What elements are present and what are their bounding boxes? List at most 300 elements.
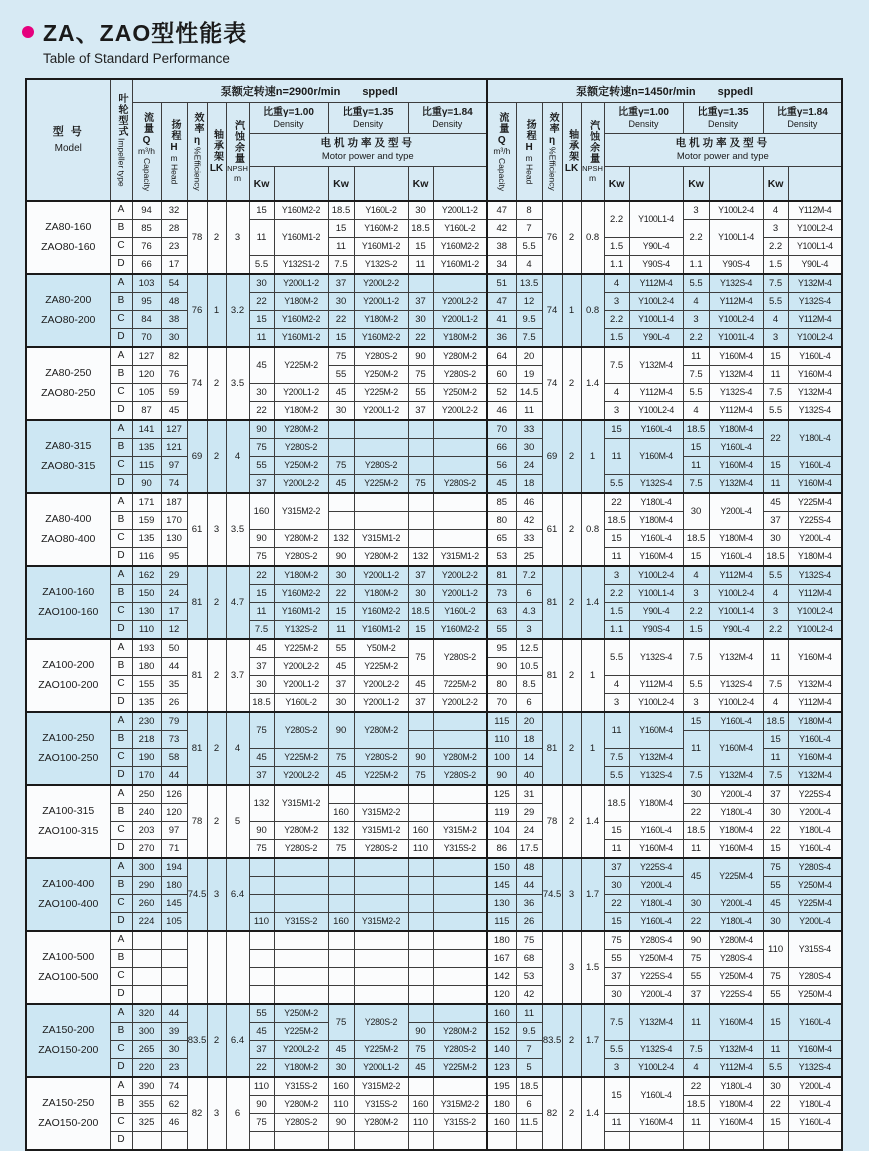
motor-type-cell: Y132S-4: [788, 402, 842, 421]
kw-cell: 5.5: [763, 1059, 788, 1078]
capacity-cell: 38: [487, 238, 516, 256]
kw-cell: 18.5: [604, 512, 629, 530]
table-row: [26, 1096, 842, 1114]
kw-cell: 22: [249, 1059, 274, 1078]
capacity-cell: [132, 931, 161, 950]
kw-cell: 110: [249, 913, 274, 932]
impeller-cell: A: [110, 712, 132, 731]
kw-cell: 90: [328, 712, 354, 749]
npsh-cell: 6.4: [226, 858, 249, 931]
motor-type-cell: Y200L2-2: [354, 676, 408, 694]
motor-type-cell: Y132M-4: [629, 749, 683, 767]
capacity-cell: 145: [487, 877, 516, 895]
motor-type-cell: Y200L1-2: [354, 293, 408, 311]
capacity-cell: 224: [132, 913, 161, 932]
impeller-cell: D: [110, 1132, 132, 1151]
head-cell: [161, 950, 187, 968]
kw-cell: 2.2: [604, 311, 629, 329]
motor-type-cell: Y112M-4: [709, 1059, 763, 1078]
motor-type-cell: Y225M-4: [709, 858, 763, 895]
capacity-cell: 171: [132, 493, 161, 512]
head-cell: 11: [516, 402, 542, 421]
kw-cell: 37: [408, 694, 433, 713]
kw-cell: 37: [604, 968, 629, 986]
kw-cell: 22: [683, 804, 709, 822]
motor-type-cell: Y200L1-2: [354, 566, 408, 585]
kw-cell: 11: [408, 256, 433, 275]
head-cell: 95: [161, 548, 187, 567]
motor-type-cell: [433, 420, 487, 439]
model-name: ZA150-250: [42, 1096, 95, 1109]
kw-cell: 15: [763, 347, 788, 366]
kw-cell: 45: [328, 384, 354, 402]
table-row: [26, 785, 842, 804]
kw-cell: [408, 950, 433, 968]
model-name: ZA100-160: [42, 585, 95, 598]
table-row: [26, 712, 842, 731]
model-cell: [26, 566, 110, 639]
model-cell: [26, 931, 110, 1004]
head-cell: 28: [161, 220, 187, 238]
efficiency-cell: 81: [542, 566, 562, 639]
kw-cell: 75: [249, 840, 274, 859]
motor-type-cell: Y112M-4: [788, 201, 842, 220]
motor-type-cell: Y180M-4: [788, 548, 842, 567]
motor-type-cell: [433, 950, 487, 968]
kw-cell: 15: [683, 439, 709, 457]
kw-cell: 132: [328, 822, 354, 840]
kw-cell: 90: [408, 347, 433, 366]
kw-cell: 3: [604, 694, 629, 713]
performance-table-body: [26, 201, 842, 1150]
kw-cell: 22: [683, 913, 709, 932]
kw-cell: 2.2: [683, 329, 709, 348]
motor-type-cell: [433, 530, 487, 548]
motor-type-cell: Y90S-4: [709, 256, 763, 275]
model-cell: [26, 493, 110, 566]
kw-cell: [328, 512, 354, 530]
motor-type-cell: [354, 986, 408, 1005]
efficiency-cell: 81: [187, 566, 207, 639]
impeller-cell: D: [110, 621, 132, 640]
motor-type-cell: Y160M1-2: [274, 329, 328, 348]
motor-type-cell: Y132M-4: [788, 767, 842, 786]
kw-cell: 75: [763, 968, 788, 986]
kw-cell: [408, 858, 433, 877]
motor-type-cell: Y100L2-4: [788, 220, 842, 238]
table-row: [26, 439, 842, 457]
kw-cell: 37: [763, 785, 788, 804]
impeller-cell: A: [110, 1004, 132, 1023]
motor-type-cell: Y200L2-2: [433, 293, 487, 311]
head-cell: 53: [516, 968, 542, 986]
kw-cell: 37: [249, 658, 274, 676]
motor-type-cell: Y132S-4: [629, 475, 683, 494]
motor-type-cell: Y200L-4: [788, 530, 842, 548]
capacity-cell: 66: [487, 439, 516, 457]
motor-type-cell: 7225M-2: [433, 676, 487, 694]
motor-type-cell: Y90L-4: [629, 329, 683, 348]
npsh-cell: 1.4: [581, 1077, 604, 1150]
motor-type-cell: Y160L-4: [709, 548, 763, 567]
kw-cell: 75: [408, 366, 433, 384]
head-cell: 68: [516, 950, 542, 968]
capacity-cell: 150: [487, 858, 516, 877]
head-cell: 38: [161, 311, 187, 329]
motor-type-cell: Y160M-4: [788, 749, 842, 767]
capacity-cell: 34: [487, 256, 516, 275]
kw-cell: 37: [249, 1041, 274, 1059]
motor-type-cell: Y160L-4: [629, 530, 683, 548]
model-name: ZAO100-250: [38, 752, 99, 764]
motor-type-cell: Y280M-2: [274, 530, 328, 548]
kw-cell: 7.5: [328, 256, 354, 275]
motor-type-cell: Y132M-4: [709, 366, 763, 384]
head-cell: 20: [516, 712, 542, 731]
head-cell: 126: [161, 785, 187, 804]
kw-cell: 37: [328, 274, 354, 293]
impeller-cell: B: [110, 658, 132, 676]
table-row: [26, 457, 842, 475]
motor-type-cell: Y100L2-4: [788, 329, 842, 348]
motor-type-cell: Y180L-4: [709, 913, 763, 932]
kw-cell: [328, 785, 354, 804]
kw-cell: 132: [249, 785, 274, 822]
bearing-header: 轴承架 LK: [207, 103, 226, 202]
model-name: ZA100-500: [42, 950, 95, 963]
table-row: [26, 530, 842, 548]
kw-cell: [249, 877, 274, 895]
motor-type-header: [788, 167, 842, 202]
motor-type-cell: [274, 1132, 328, 1151]
motor-type-cell: Y280S-2: [433, 767, 487, 786]
motor-type-cell: Y225S-4: [629, 968, 683, 986]
kw-cell: [408, 439, 433, 457]
kw-cell: 75: [328, 457, 354, 475]
head-cell: 40: [516, 767, 542, 786]
motor-type-cell: Y200L1-2: [274, 676, 328, 694]
efficiency-cell: [542, 931, 562, 1004]
motor-type-cell: Y160L-4: [629, 1077, 683, 1114]
table-row: [26, 1077, 842, 1096]
kw-header: Kw: [328, 167, 354, 202]
kw-cell: 132: [328, 530, 354, 548]
head-cell: 24: [516, 457, 542, 475]
kw-cell: 5.5: [604, 475, 629, 494]
motor-type-cell: Y160M-4: [629, 712, 683, 749]
kw-cell: 160: [249, 493, 274, 530]
head-cell: 5: [516, 1059, 542, 1078]
capacity-cell: 60: [487, 366, 516, 384]
speed-header-1450: 泵额定转速n=1450r/min sppedl: [487, 79, 842, 103]
kw-cell: 15: [604, 420, 629, 439]
motor-type-cell: Y280M-2: [274, 420, 328, 439]
capacity-cell: 193: [132, 639, 161, 658]
head-cell: 6: [516, 1096, 542, 1114]
kw-cell: 15: [763, 840, 788, 859]
npsh-cell: 1.4: [581, 566, 604, 639]
kw-cell: 22: [249, 293, 274, 311]
table-row: [26, 1004, 842, 1023]
head-cell: 44: [161, 658, 187, 676]
kw-cell: [408, 804, 433, 822]
motor-type-cell: Y250M-2: [274, 1004, 328, 1023]
motor-type-cell: Y160L-4: [629, 913, 683, 932]
head-cell: 19: [516, 366, 542, 384]
capacity-cell: 46: [487, 402, 516, 421]
kw-cell: 4: [683, 402, 709, 421]
kw-cell: 11: [763, 475, 788, 494]
motor-type-header: [433, 167, 487, 202]
motor-type-cell: Y160M-4: [788, 639, 842, 676]
density-header: 比重γ=1.84 Density: [763, 103, 842, 134]
kw-cell: [408, 931, 433, 950]
motor-type-cell: Y132S-4: [709, 384, 763, 402]
kw-cell: 55: [408, 384, 433, 402]
table-row: [26, 822, 842, 840]
kw-cell: [683, 1132, 709, 1151]
kw-cell: 90: [328, 1114, 354, 1132]
motor-type-cell: Y160M1-2: [274, 220, 328, 256]
kw-cell: 7.5: [763, 274, 788, 293]
motor-type-cell: Y200L-4: [709, 785, 763, 804]
kw-cell: [249, 858, 274, 877]
motor-type-cell: [354, 895, 408, 913]
motor-type-cell: Y280S-2: [274, 840, 328, 859]
head-cell: 7: [516, 1041, 542, 1059]
head-cell: 127: [161, 420, 187, 439]
kw-cell: 45: [408, 676, 433, 694]
efficiency-cell: 74: [542, 274, 562, 347]
kw-cell: 11: [328, 621, 354, 640]
model-name: ZA100-315: [42, 804, 95, 817]
motor-type-cell: Y225M-2: [354, 1041, 408, 1059]
impeller-cell: A: [110, 420, 132, 439]
motor-type-cell: Y160L-2: [433, 220, 487, 238]
kw-cell: 30: [328, 1059, 354, 1078]
kw-cell: 7.5: [683, 366, 709, 384]
motor-type-cell: Y112M-4: [788, 585, 842, 603]
motor-type-cell: Y132M-4: [629, 1004, 683, 1041]
kw-cell: 7.5: [604, 1004, 629, 1041]
model-name: ZA100-200: [42, 658, 95, 671]
model-cell: [26, 1004, 110, 1077]
motor-type-cell: Y225M-2: [354, 658, 408, 676]
npsh-cell: 0.8: [581, 274, 604, 347]
motor-type-cell: [354, 931, 408, 950]
kw-cell: 22: [763, 822, 788, 840]
motor-type-cell: Y132S-4: [629, 767, 683, 786]
capacity-cell: [132, 1132, 161, 1151]
npsh-cell: 3: [226, 201, 249, 274]
motor-type-cell: Y100L2-4: [709, 694, 763, 713]
kw-cell: 4: [763, 201, 788, 220]
head-cell: 29: [161, 566, 187, 585]
capacity-cell: 290: [132, 877, 161, 895]
kw-cell: 1.5: [604, 238, 629, 256]
capacity-cell: 155: [132, 676, 161, 694]
efficiency-cell: 61: [187, 493, 207, 566]
efficiency-cell: 69: [542, 420, 562, 493]
kw-header: Kw: [249, 167, 274, 202]
table-row: [26, 1132, 842, 1151]
kw-cell: 5.5: [763, 566, 788, 585]
kw-cell: 5.5: [683, 676, 709, 694]
motor-type-cell: Y112M-4: [709, 566, 763, 585]
kw-cell: 11: [604, 439, 629, 475]
table-row: [26, 731, 842, 749]
motor-type-cell: Y200L1-2: [354, 1059, 408, 1078]
capacity-cell: 160: [487, 1004, 516, 1023]
motor-type-cell: Y90L-4: [788, 256, 842, 275]
kw-cell: 55: [604, 950, 629, 968]
kw-cell: 5.5: [604, 767, 629, 786]
capacity-cell: 84: [132, 311, 161, 329]
head-cell: 46: [161, 1114, 187, 1132]
impeller-cell: D: [110, 986, 132, 1005]
kw-cell: 2.2: [604, 201, 629, 238]
motor-type-cell: [433, 712, 487, 731]
kw-cell: 15: [604, 913, 629, 932]
capacity-cell: 115: [487, 913, 516, 932]
kw-cell: 18.5: [683, 822, 709, 840]
kw-cell: 11: [683, 1004, 709, 1041]
motor-type-cell: Y100L2-4: [709, 201, 763, 220]
head-cell: 35: [161, 676, 187, 694]
bearing-cell: 3: [207, 493, 226, 566]
kw-cell: 30: [683, 493, 709, 530]
kw-cell: 45: [763, 895, 788, 913]
motor-type-cell: Y315M2-2: [354, 804, 408, 822]
capacity-cell: 300: [132, 858, 161, 877]
motor-type-cell: [354, 439, 408, 457]
motor-type-cell: Y132S-4: [788, 293, 842, 311]
kw-cell: 90: [408, 749, 433, 767]
kw-cell: 15: [328, 603, 354, 621]
kw-cell: [328, 420, 354, 439]
head-cell: 8.5: [516, 676, 542, 694]
kw-cell: 1.5: [604, 329, 629, 348]
model-name: ZA80-160: [45, 220, 92, 233]
motor-type-cell: Y225S-4: [629, 858, 683, 877]
motor-type-cell: [274, 931, 328, 950]
motor-type-cell: Y132M-4: [629, 347, 683, 384]
efficiency-cell: 74.5: [542, 858, 562, 931]
capacity-cell: 300: [132, 1023, 161, 1041]
kw-cell: [408, 274, 433, 293]
motor-type-cell: Y225M-2: [274, 749, 328, 767]
capacity-cell: 47: [487, 201, 516, 220]
capacity-cell: 230: [132, 712, 161, 731]
capacity-cell: 135: [132, 694, 161, 713]
npsh-cell: 4: [226, 420, 249, 493]
head-cell: 7: [516, 220, 542, 238]
kw-cell: [408, 1077, 433, 1096]
motor-type-cell: Y160M-4: [629, 439, 683, 475]
impeller-cell: A: [110, 274, 132, 293]
kw-cell: 15: [604, 530, 629, 548]
head-cell: 18.5: [516, 1077, 542, 1096]
motor-type-cell: [274, 895, 328, 913]
npsh-cell: 1.4: [581, 347, 604, 420]
kw-cell: [408, 493, 433, 512]
head-cell: 33: [516, 530, 542, 548]
capacity-cell: 127: [132, 347, 161, 366]
capacity-cell: 270: [132, 840, 161, 859]
efficiency-header: 效率 η %Efficiency: [542, 103, 562, 202]
motor-type-cell: Y315S-2: [433, 840, 487, 859]
kw-cell: 75: [328, 749, 354, 767]
motor-type-cell: [433, 986, 487, 1005]
head-cell: 11: [516, 1004, 542, 1023]
motor-type-cell: Y132M-4: [709, 639, 763, 676]
model-cell: [26, 274, 110, 347]
capacity-cell: 195: [487, 1077, 516, 1096]
motor-type-cell: Y160M2-2: [274, 585, 328, 603]
model-name: ZAO100-500: [38, 971, 99, 983]
head-cell: 32: [161, 201, 187, 220]
capacity-cell: 95: [487, 639, 516, 658]
kw-cell: 30: [408, 201, 433, 220]
table-row: [26, 804, 842, 822]
efficiency-cell: 76: [542, 201, 562, 274]
kw-cell: 18.5: [328, 201, 354, 220]
motor-type-cell: Y160M-4: [629, 1114, 683, 1132]
efficiency-cell: 82: [542, 1077, 562, 1150]
impeller-cell: B: [110, 804, 132, 822]
capacity-cell: 240: [132, 804, 161, 822]
head-cell: 42: [516, 986, 542, 1005]
model-cell: [26, 201, 110, 274]
kw-cell: 55: [763, 877, 788, 895]
capacity-cell: 220: [132, 1059, 161, 1078]
table-row: [26, 384, 842, 402]
kw-cell: 15: [763, 457, 788, 475]
head-cell: 97: [161, 457, 187, 475]
motor-type-cell: Y160M2-2: [274, 201, 328, 220]
bearing-cell: 2: [562, 420, 581, 493]
motor-type-cell: Y50M-2: [354, 639, 408, 658]
motor-type-cell: Y100L2-4: [629, 293, 683, 311]
impeller-cell: D: [110, 767, 132, 786]
table-row: [26, 274, 842, 293]
motor-type-cell: Y315M2-2: [433, 1096, 487, 1114]
motor-type-cell: Y200L-4: [788, 804, 842, 822]
motor-type-cell: Y100L1-4: [709, 603, 763, 621]
motor-type-cell: Y280S-2: [433, 475, 487, 494]
kw-cell: 30: [408, 311, 433, 329]
kw-cell: 2.2: [763, 621, 788, 640]
table-header: [26, 79, 842, 201]
bearing-cell: 2: [562, 1004, 581, 1077]
npsh-cell: 1.5: [581, 931, 604, 1004]
impeller-cell: B: [110, 293, 132, 311]
head-cell: 23: [161, 1059, 187, 1078]
kw-cell: [604, 1132, 629, 1151]
kw-cell: [328, 439, 354, 457]
kw-cell: 15: [408, 238, 433, 256]
kw-cell: 30: [763, 913, 788, 932]
motor-type-cell: Y160M1-2: [354, 238, 408, 256]
head-cell: 12: [161, 621, 187, 640]
motor-type-cell: [433, 968, 487, 986]
kw-cell: [328, 493, 354, 512]
head-header: 扬程 H m Head: [516, 103, 542, 202]
head-cell: 12.5: [516, 639, 542, 658]
head-cell: 7.5: [516, 329, 542, 348]
kw-cell: 55: [249, 457, 274, 475]
motor-type-cell: Y160M2-2: [354, 603, 408, 621]
